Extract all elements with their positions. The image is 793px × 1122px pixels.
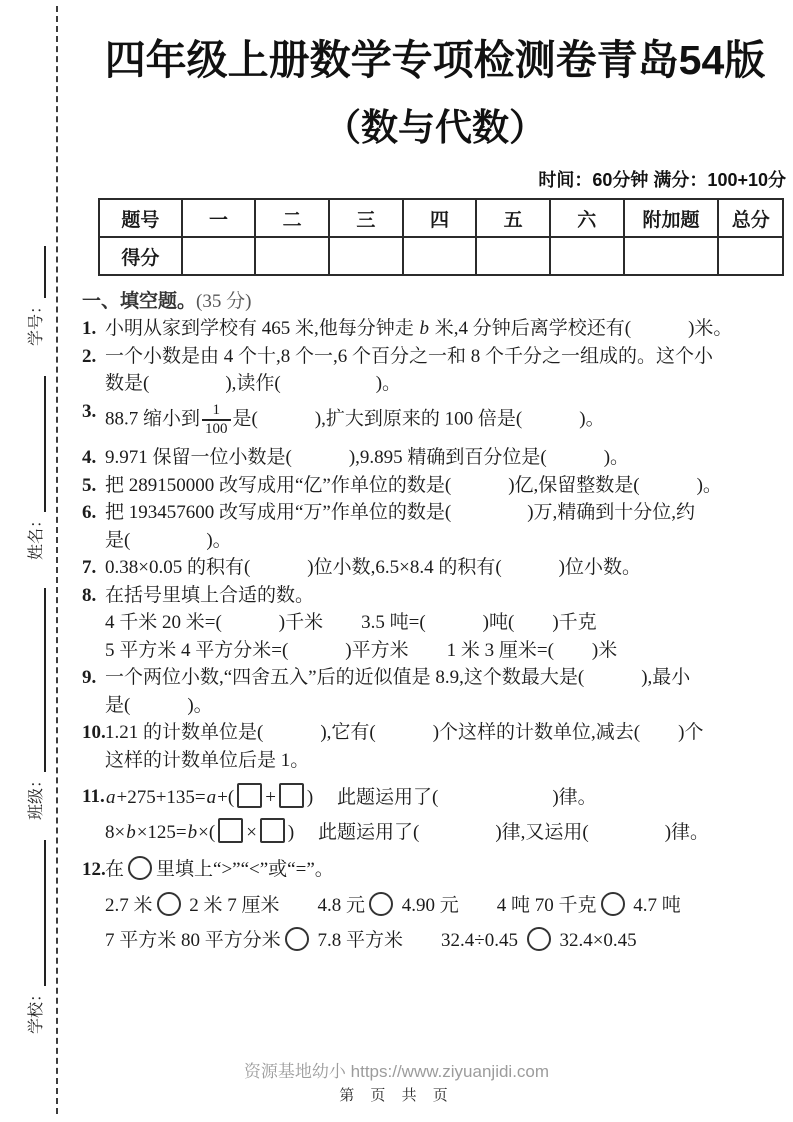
math-variable: a — [206, 787, 217, 808]
sidebar-field-name — [23, 346, 46, 560]
question-7 — [82, 554, 788, 582]
score-table-header: 一 — [182, 199, 256, 237]
sidebar-field-class — [23, 560, 46, 820]
section-heading-text: 一、填空题。 — [82, 291, 197, 312]
circle-placeholder — [157, 892, 181, 916]
page-title: 四年级上册数学专项检测卷青岛54版 — [104, 37, 766, 83]
question-text — [105, 719, 788, 774]
question-number: 1. — [82, 318, 97, 339]
score-table-header: 题号 — [99, 199, 182, 237]
question-2 — [82, 343, 788, 398]
score-cell — [403, 237, 477, 275]
score-table-header: 总分 — [718, 199, 783, 237]
circle-placeholder — [601, 892, 625, 916]
question-line: 9.971 保留一位小数是( ),9.895 精确到百分位是( )。 — [105, 447, 630, 468]
sidebar-field-student-id — [23, 246, 46, 346]
question-line: 在括号里填上合适的数。 — [105, 584, 315, 606]
score-cell — [255, 237, 329, 275]
question-line: 1.21 的计数单位是( ),它有( )个这样的计数单位,减去( )个 — [105, 722, 704, 743]
sidebar-field-label: 班级： — [28, 771, 45, 820]
question-text — [105, 444, 788, 472]
circle-placeholder — [527, 927, 551, 951]
question-number: 11. — [82, 786, 105, 807]
score-cell — [476, 237, 550, 275]
question-11 — [82, 783, 788, 846]
question-line: 一个两位小数,“四舍五入”后的近似值是 8.9,这个数最大是( ),最小 — [105, 667, 691, 688]
score-table-header: 二 — [255, 199, 329, 237]
question-line: 88.7 缩小到 $\frac{1}{100}$ 是( ),扩大到原来的 100 倍是( )。 — [105, 401, 605, 437]
question-line: 把 289150000 改写成用“亿”作单位的数是( )亿,保留整数是( )。 — [105, 474, 722, 496]
page-subtitle: （数与代数） — [324, 107, 546, 148]
question-text — [105, 398, 788, 445]
score-table-header: 五 — [476, 199, 550, 237]
score-cell — [718, 237, 783, 275]
box-placeholder — [260, 818, 285, 843]
question-number: 3. — [82, 400, 97, 422]
fraction — [202, 402, 231, 439]
question-text — [105, 499, 788, 554]
circle-placeholder — [285, 927, 309, 951]
question-number: 9. — [82, 667, 97, 688]
section-heading — [82, 286, 788, 313]
score-table-header: 附加题 — [624, 199, 719, 237]
paper-content — [82, 0, 788, 955]
question-line: 0.38×0.05 的积有( )位小数,6.5×8.4 的积有( )位小数。 — [105, 557, 641, 578]
section-points: (35 分) — [196, 291, 252, 312]
question-text — [105, 554, 788, 582]
question-line: 把 193457600 改写成用“万”作单位的数是( )万,精确到十分位,约 — [105, 502, 696, 523]
question-list — [82, 315, 788, 955]
sidebar-field-school — [23, 820, 46, 1034]
sidebar-field-blank — [27, 588, 46, 772]
math-variable: a — [106, 787, 116, 808]
question-6 — [82, 499, 788, 554]
question-5 — [82, 472, 788, 500]
question-text — [105, 582, 788, 665]
question-text — [105, 472, 788, 500]
question-line: 小明从家到学校有 465 米,他每分钟走 b 米,4 分钟后离学校还有( )米。 — [105, 318, 733, 339]
math-variable: b — [419, 318, 430, 339]
question-number: 2. — [82, 345, 97, 367]
score-table-header: 六 — [550, 199, 624, 237]
question-line: 一个小数是由 4 个十,8 个一,6 个百分之一和 8 个千分之一组成的。这个小 — [105, 345, 714, 367]
circle-placeholder — [369, 892, 393, 916]
sidebar-field-label: 姓名： — [28, 511, 45, 560]
score-table-header: 四 — [403, 199, 477, 237]
score-cell — [624, 237, 719, 275]
question-text — [105, 856, 788, 955]
question-line: 数是( ),读作( )。 — [105, 373, 402, 394]
footer-source-link: 资源基地幼小 https://www.ziyuanjidi.com — [243, 1062, 550, 1081]
question-line: 在 里填上“>”“<”或“=”。 — [105, 856, 788, 884]
question-text — [105, 343, 788, 398]
question-text — [105, 783, 788, 846]
score-row-label: 得分 — [99, 237, 182, 275]
question-line: 2.7 米 2 米 7 厘米 4.8 元 4.90 元 4 吨 70 千克 4.7 吨 — [105, 892, 788, 920]
question-line: 7 平方米 80 平方分米 7.8 平方米 32.4÷0.45 32.4×0.45 — [105, 927, 788, 955]
question-line: 4 千米 20 米=( )千米 3.5 吨=( )吨( )千克 — [105, 612, 597, 633]
score-cell — [329, 237, 403, 275]
sidebar-field-blank — [27, 840, 46, 986]
question-line: 8×b×125=b×( × ) 此题运用了( )律,又运用( )律。 — [105, 818, 788, 847]
exam-meta: 时间：60分钟 满分：100+10分 — [538, 170, 786, 190]
fraction-denominator: 100 — [202, 419, 231, 438]
question-line: 5 平方米 4 平方分米=( )平方米 1 米 3 厘米=( )米 — [105, 639, 618, 661]
sidebar-field-blank — [27, 246, 46, 298]
score-cell — [550, 237, 624, 275]
question-number: 10. — [82, 722, 106, 743]
question-line: 这样的计数单位后是 1。 — [105, 749, 310, 771]
question-4 — [82, 444, 788, 472]
math-variable: b — [126, 821, 136, 843]
fraction-numerator: 1 — [212, 401, 221, 418]
box-placeholder — [279, 783, 304, 808]
question-line: a+275+135=a+( + ) 此题运用了( )律。 — [105, 783, 788, 812]
question-12 — [82, 856, 788, 955]
sidebar-field-label: 学号： — [28, 297, 45, 346]
question-number: 7. — [82, 557, 97, 578]
question-number: 5. — [82, 474, 97, 496]
sidebar-field-blank — [27, 376, 46, 512]
question-9 — [82, 664, 788, 719]
question-1 — [82, 315, 788, 343]
question-text — [105, 664, 788, 719]
question-line: 是( )。 — [105, 529, 232, 551]
sidebar-field-label: 学校： — [28, 985, 45, 1034]
margin-dashed-line — [56, 6, 58, 1114]
box-placeholder — [237, 783, 262, 808]
circle-placeholder — [128, 856, 152, 880]
question-3 — [82, 398, 788, 445]
question-number: 8. — [82, 584, 97, 606]
footer-page-number: 第 页 共 页 — [339, 1087, 454, 1104]
student-info-sidebar — [12, 150, 46, 1034]
question-number: 12. — [82, 859, 106, 880]
question-8 — [82, 582, 788, 665]
question-text — [105, 315, 788, 343]
score-table — [98, 198, 784, 276]
score-table-header: 三 — [329, 199, 403, 237]
math-variable: b — [187, 821, 198, 843]
question-line: 是( )。 — [105, 694, 213, 716]
question-number: 4. — [82, 447, 97, 468]
question-number: 6. — [82, 502, 97, 523]
question-10 — [82, 719, 788, 774]
score-cell — [182, 237, 256, 275]
box-placeholder — [218, 818, 243, 843]
